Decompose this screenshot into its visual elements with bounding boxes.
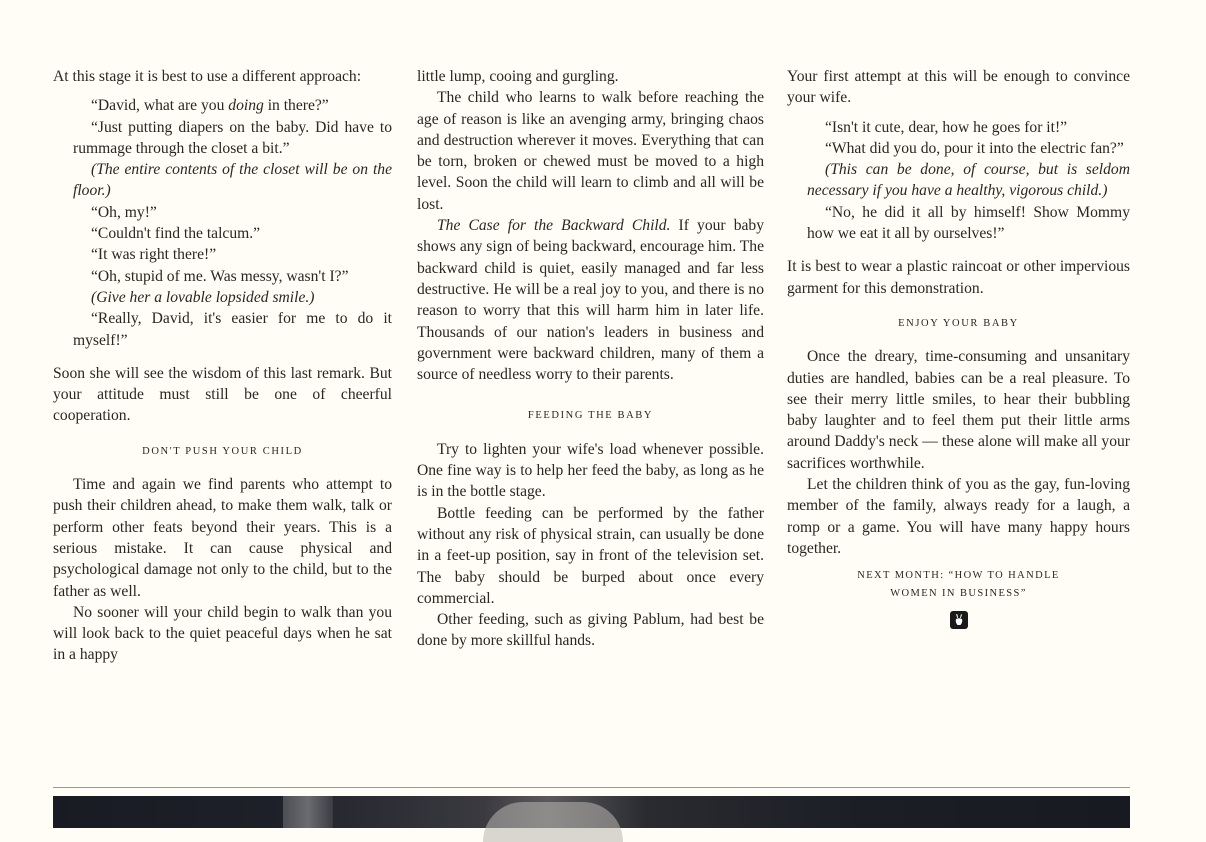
paragraph bbox=[417, 215, 764, 385]
paragraph: Other feeding, such as giving Pablum, had best be done by more skillful hands. bbox=[417, 611, 764, 650]
text-column-2 bbox=[417, 66, 764, 652]
stage-direction: (Give her a lovable lopsided smile.) bbox=[91, 288, 315, 306]
dialogue-line: “Isn't it cute, dear, how he goes for it!” bbox=[825, 118, 1068, 136]
dialogue-line: “Just putting diapers on the baby. Did have to rummage through the closet a bit.” bbox=[73, 118, 392, 157]
divider-rule bbox=[53, 787, 1130, 788]
dialogue-line: “What did you do, pour it into the electric fan?” bbox=[825, 139, 1124, 157]
paragraph: Let the children think of you as the gay, fun-loving member of the family, always ready for a laugh, a romp or a game. You will have many happy hours together. bbox=[787, 476, 1130, 557]
section-heading: ENJOY YOUR BABY bbox=[898, 317, 1019, 329]
paragraph: At this stage it is best to use a different approach: bbox=[53, 68, 362, 85]
photo-detail bbox=[483, 802, 623, 842]
paragraph: Bottle feeding can be performed by the father without any risk of physical strain, can usually be done in a feet-up position, say in front of the television set. The baby should be burped about once every commercial. bbox=[417, 504, 764, 607]
paragraph: Once the dreary, time-consuming and unsanitary duties are handled, babies can be a real pleasure. To see their merry little smiles, to hear their bubbling baby laughter and to feel them put their little arms around Daddy's neck — these alone will make all your sacrifices worthwhile. bbox=[787, 348, 1130, 472]
dialogue-line: “It was right there!” bbox=[91, 246, 217, 264]
teaser-line: NEXT MONTH: “HOW TO HANDLE bbox=[857, 570, 1060, 582]
text-column-1 bbox=[53, 66, 392, 666]
next-month-teaser bbox=[787, 567, 1130, 603]
dialogue-line: “No, he did it all by himself! Show Mommy how we eat it all by ourselves!” bbox=[807, 203, 1130, 243]
stage-direction: (This can be done, of course, but is seldom necessary if you have a healthy, vigorous child.) bbox=[807, 161, 1130, 200]
dialogue-line: “Couldn't find the talcum.” bbox=[91, 225, 261, 243]
photo-detail bbox=[283, 796, 333, 828]
stage-direction: (The entire contents of the closet will be on the floor.) bbox=[73, 161, 392, 200]
dialogue-text: in there?” bbox=[263, 97, 329, 115]
paragraph: It is best to wear a plastic raincoat or other impervious garment for this demonstration. bbox=[787, 258, 1130, 297]
paragraph-text: If your baby shows any sign of being backward, encourage him. The backward child is quiet, easily managed and far less destructive. He will be a real joy to you, and there is no reason to worry that this will harm him in later life. Thousands of our nation's leaders in business and government were backward children, many of them a source of needless worry to their parents. bbox=[417, 217, 765, 384]
subheading-inline: The Case for the Backward Child. bbox=[437, 217, 671, 235]
rabbit-head-icon bbox=[950, 611, 968, 629]
text-column-3 bbox=[787, 66, 1130, 629]
paragraph: Try to lighten your wife's load whenever possible. One fine way is to help her feed the baby, as long as he is in the bottle stage. bbox=[417, 440, 764, 501]
teaser-line: WOMEN IN BUSINESS” bbox=[890, 588, 1027, 600]
paragraph: The child who learns to walk before reaching the age of reason is like an avenging army, bringing chaos and destruction wherever it moves. Everything that can be torn, broken or chewed must be moved to a high level. Soon the child will learn to climb and all will be lost. bbox=[417, 89, 764, 213]
paragraph: No sooner will your child begin to walk than you will look back to the quiet peaceful days when he sat in a happy bbox=[53, 603, 392, 664]
dialogue-line: “Really, David, it's easier for me to do it myself!” bbox=[73, 310, 392, 349]
section-heading: FEEDING THE BABY bbox=[527, 410, 654, 422]
rabbit-head-icon-shape bbox=[954, 614, 964, 626]
emphasis: doing bbox=[228, 97, 264, 115]
dialogue-text: “David, what are you bbox=[91, 97, 229, 115]
section-heading: DON'T PUSH YOUR CHILD bbox=[142, 445, 303, 457]
dialogue-line: “Oh, my!” bbox=[91, 203, 157, 221]
paragraph: Your first attempt at this will be enough to convince your wife. bbox=[787, 68, 1130, 107]
dialogue-line bbox=[73, 95, 392, 116]
paragraph: Time and again we find parents who attempt to push their children ahead, to make them walk, talk or perform other feats beyond their years. This is a serious mistake. It can cause physical and psychological damage not only to the child, but to the father as well. bbox=[53, 476, 392, 600]
paragraph: little lump, cooing and gurgling. bbox=[417, 68, 619, 85]
paragraph: Soon she will see the wisdom of this last remark. But your attitude must still be one of cheerful cooperation. bbox=[53, 364, 392, 425]
dialogue-line: “Oh, stupid of me. Was messy, wasn't I?” bbox=[91, 267, 349, 285]
photo-illustration bbox=[53, 796, 1130, 828]
